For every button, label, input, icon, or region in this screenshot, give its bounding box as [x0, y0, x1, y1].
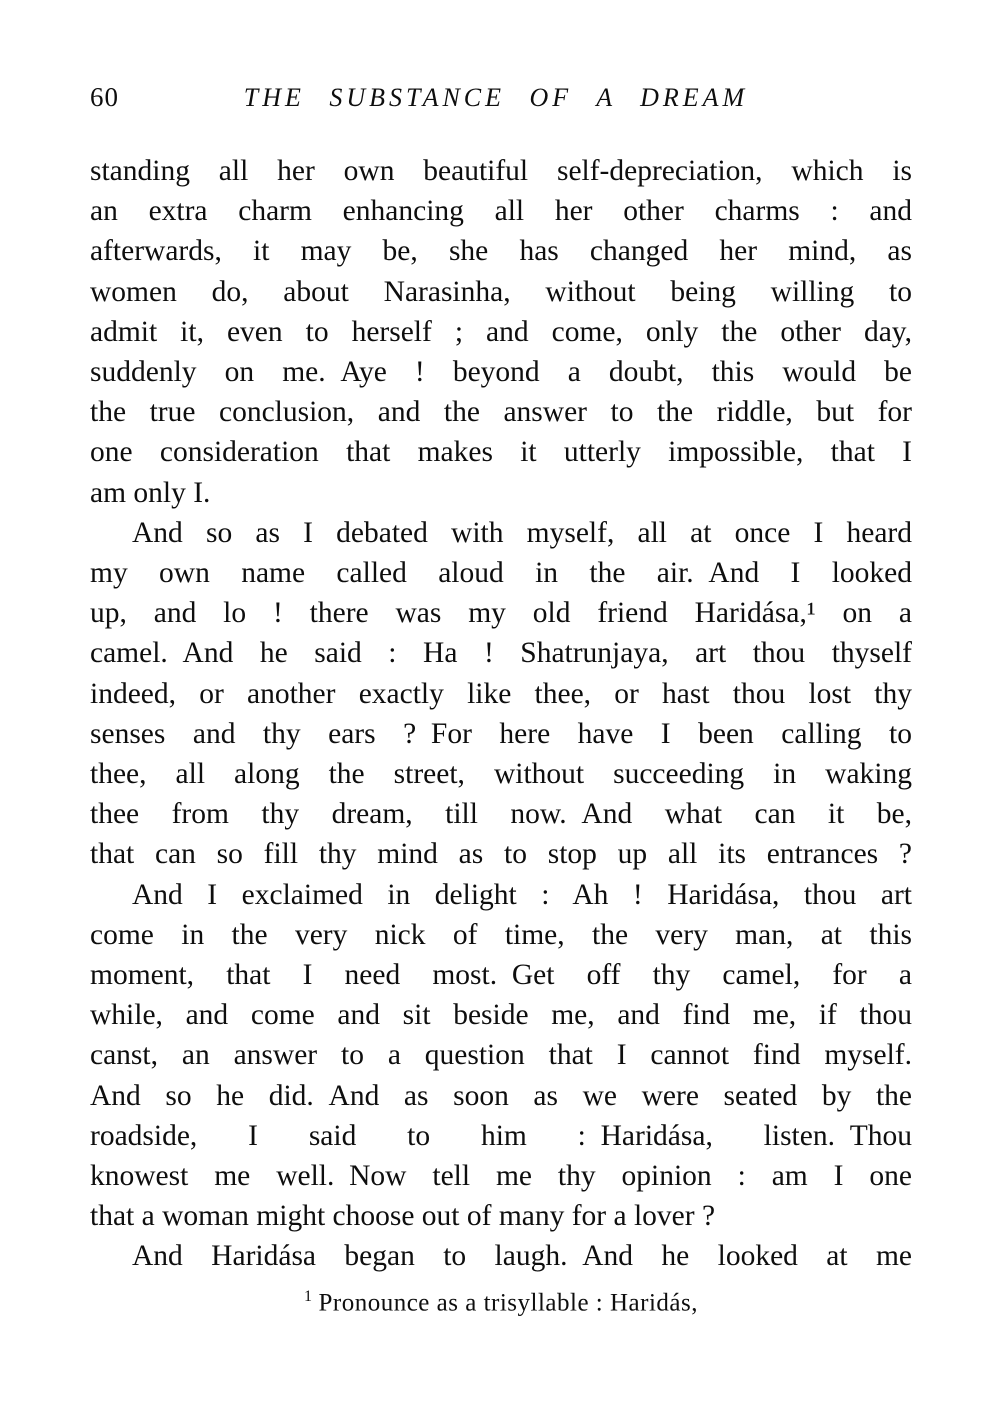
text-line: come in the very nick of time, the very man, at this — [90, 918, 912, 951]
text-line: And so he did. And as soon as we were seated by the — [90, 1079, 912, 1112]
text-line: And Haridása began to laugh. And he looked at me — [132, 1240, 912, 1273]
text-line: am only I. — [90, 476, 211, 509]
running-title: THE SUBSTANCE OF A DREAM — [243, 83, 749, 112]
footnote-marker: 1 — [303, 1288, 313, 1305]
text-line: while, and come and sit beside me, and find me, if thou — [90, 999, 912, 1032]
text-line: an extra charm enhancing all her other charms : and — [90, 195, 912, 228]
text-line: thee, all along the street, without succeeding in waking — [90, 758, 912, 791]
text-line: camel. And he said : Ha ! Shatrunjaya, art thou thyself — [90, 637, 912, 670]
text-line: admit it, even to herself ; and come, only the other day, — [90, 315, 912, 348]
footnote — [90, 1288, 912, 1317]
body-text — [90, 151, 912, 1277]
page-number: 60 — [90, 82, 119, 112]
text-line: And I exclaimed in delight : Ah ! Haridása, thou art — [132, 878, 912, 911]
text-line: moment, that I need most. Get off thy camel, for a — [90, 959, 912, 992]
text-line: suddenly on me. Aye ! beyond a doubt, this would be — [90, 356, 912, 389]
text-line: roadside, I said to him : Haridása, listen. Thou — [90, 1119, 912, 1152]
text-line: the true conclusion, and the answer to the riddle, but for — [90, 396, 912, 429]
text-line: senses and thy ears ? For here have I been calling to — [90, 717, 912, 750]
text-line: one consideration that makes it utterly impossible, that I — [90, 436, 912, 469]
text-line: And so as I debated with myself, all at once I heard — [132, 516, 912, 549]
text-line: standing all her own beautiful self-depreciation, which is — [90, 155, 912, 187]
text-line: up, and lo ! there was my old friend Haridása,¹ on a — [90, 597, 912, 630]
text-line: afterwards, it may be, she has changed her mind, as — [90, 235, 912, 268]
text-line: that a woman might choose out of many for a lover ? — [90, 1200, 716, 1233]
text-line: knowest me well. Now tell me thy opinion : am I one — [90, 1160, 912, 1193]
text-line: thee from thy dream, till now. And what can it be, — [90, 798, 912, 831]
footnote-text: Pronounce as a trisyllable : Haridás, — [318, 1289, 698, 1317]
running-header — [90, 82, 912, 113]
text-line: that can so fill thy mind as to stop up all its entrances ? — [90, 838, 912, 871]
text-line: my own name called aloud in the air. And I looked — [90, 557, 912, 590]
text-line: indeed, or another exactly like thee, or hast thou lost thy — [90, 677, 912, 710]
text-line: women do, about Narasinha, without being willing to — [90, 275, 912, 308]
text-line: canst, an answer to a question that I cannot find myself. — [90, 1039, 912, 1072]
